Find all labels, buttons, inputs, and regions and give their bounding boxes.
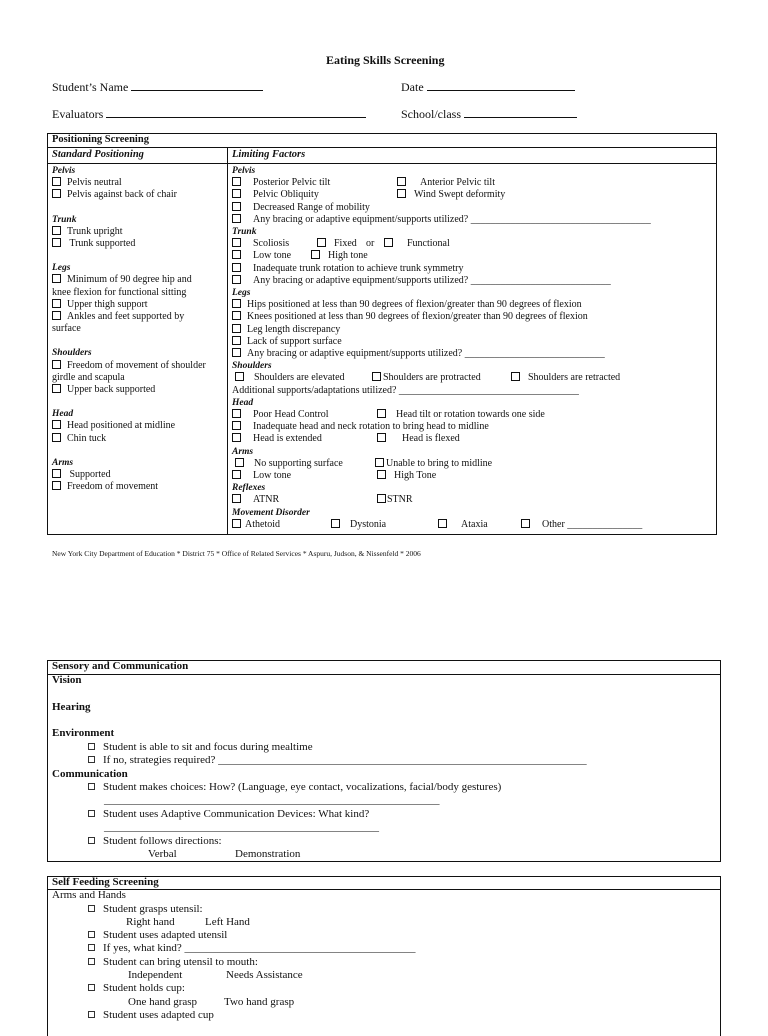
item-label: Student makes choices: How? (Language, eye contact, vocalizations, facial/body gestures) (103, 781, 502, 793)
checkbox[interactable] (397, 177, 406, 186)
item-label: Freedom of movement of shoulder (67, 359, 206, 371)
evaluators-input-line[interactable] (106, 106, 366, 118)
checkbox-row (232, 250, 651, 262)
checkbox-row (232, 458, 651, 470)
checkbox-row (232, 519, 651, 531)
date-label: Date (401, 80, 424, 94)
checkbox[interactable] (232, 250, 241, 259)
item-label: Student uses Adaptive Communication Devices: What kind? (103, 808, 370, 820)
checkbox-row (232, 372, 651, 384)
checkbox-row (232, 263, 651, 275)
checkbox-item[interactable] (52, 299, 206, 311)
legs-heading: Legs (232, 288, 251, 299)
standard-positioning-header: Standard Positioning (52, 149, 144, 160)
checkbox[interactable] (232, 409, 241, 418)
divider (47, 147, 717, 148)
item-label: Upper back supported (67, 384, 156, 396)
checkbox[interactable] (377, 409, 386, 418)
checkbox-row (232, 336, 651, 348)
pelvis-heading: Pelvis (232, 166, 256, 176)
sensory-section-title: Sensory and Communication (52, 660, 189, 672)
item-label: If no, strategies required? ___________________________________________________________________ (103, 754, 587, 766)
checkbox-item[interactable] (52, 469, 206, 481)
reflexes-heading: Reflexes (232, 483, 266, 494)
item-label: Decreased Range of mobility (253, 201, 370, 213)
item-label: Student uses adapted cup (103, 1009, 214, 1021)
item-label: Pelvic Obliquity (253, 189, 319, 201)
evaluators-field (52, 106, 366, 122)
checkbox[interactable] (232, 263, 241, 272)
checkbox[interactable] (384, 238, 393, 247)
checkbox[interactable] (438, 519, 447, 528)
option-left-hand[interactable]: Left Hand (205, 916, 250, 928)
item-label: Minimum of 90 degree hip and (67, 274, 192, 286)
item-label: Student is able to sit and focus during mealtime (103, 741, 313, 753)
checkbox-item[interactable] (52, 360, 206, 372)
option-needs-assistance[interactable]: Needs Assistance (226, 969, 303, 981)
item-label: Head tilt or rotation towards one side (396, 409, 545, 421)
item-label: High Tone (394, 470, 437, 482)
option-one-hand-grasp[interactable]: One hand grasp (128, 996, 198, 1008)
item-label-cont: surface (52, 323, 81, 335)
or-label: or (366, 238, 375, 250)
item-label: Unable to bring to midline (386, 457, 493, 469)
column-divider (227, 147, 228, 535)
item-label: Poor Head Control (253, 409, 329, 421)
trunk-heading: Trunk (52, 214, 77, 225)
option-independent[interactable]: Independent (128, 969, 183, 981)
checkbox[interactable] (377, 433, 386, 442)
list-item[interactable] (88, 781, 501, 795)
standard-positioning-list (52, 165, 206, 493)
head-heading: Head (52, 409, 74, 420)
checkbox-item[interactable] (52, 481, 206, 493)
checkbox-item[interactable] (52, 226, 206, 238)
checkbox[interactable] (377, 494, 386, 503)
checkbox[interactable] (88, 756, 95, 763)
limiting-factors-header: Limiting Factors (232, 149, 306, 160)
checkbox[interactable] (377, 470, 386, 479)
item-label: Knees positioned at less than 90 degrees of flexion/greater than 90 degrees of flexion (247, 311, 588, 323)
checkbox[interactable] (52, 238, 61, 247)
item-label: Low tone (253, 470, 292, 482)
checkbox[interactable] (88, 743, 95, 750)
checkbox[interactable] (232, 433, 241, 442)
item-label: Ataxia (461, 518, 488, 530)
item-label: Inadequate trunk rotation to achieve trunk symmetry (253, 262, 464, 274)
item-label: Athetoid (245, 518, 280, 530)
item-label-cont: knee flexion for functional sitting (52, 286, 187, 298)
checkbox[interactable] (88, 810, 95, 817)
checkbox-row (232, 177, 651, 189)
item-label: Upper thigh support (67, 298, 148, 310)
item-label: Anterior Pelvic tilt (420, 177, 495, 189)
shoulders-heading: Shoulders (232, 361, 272, 372)
checkbox-row (232, 494, 651, 506)
item-label: STNR (387, 494, 413, 506)
item-label: Pelvis neutral (67, 177, 122, 189)
item-label: Leg length discrepancy (247, 323, 341, 335)
checkbox[interactable] (52, 177, 61, 186)
item-label: Low tone (253, 250, 292, 262)
list-item[interactable] (88, 903, 203, 917)
checkbox[interactable] (52, 299, 61, 308)
checkbox[interactable] (232, 470, 241, 479)
checkbox[interactable] (52, 189, 61, 198)
item-label: Head is extended (253, 433, 322, 445)
date-field (401, 79, 575, 95)
item-label: Freedom of movement (67, 481, 159, 493)
item-label: Head is flexed (402, 433, 460, 445)
legs-heading: Legs (52, 263, 71, 274)
answer-line[interactable]: _____________________________________________________________ (104, 794, 440, 806)
school-class-label: School/class (401, 107, 461, 121)
checkbox[interactable] (232, 299, 241, 308)
evaluators-label: Evaluators (52, 107, 104, 121)
checkbox[interactable] (232, 189, 241, 198)
checkbox[interactable] (232, 238, 241, 247)
student-name-input-line[interactable] (131, 79, 263, 91)
self-feeding-section-title: Self Feeding Screening (52, 876, 159, 888)
item-label: Chin tuck (67, 432, 107, 444)
option-right-hand[interactable]: Right hand (126, 916, 175, 928)
item-label: No supporting surface (254, 457, 343, 469)
item-label: Student holds cup: (103, 982, 185, 994)
limiting-factors-list (232, 165, 651, 531)
arms-heading: Arms (232, 446, 254, 457)
item-label: Student follows directions: (103, 835, 222, 847)
checkbox[interactable] (511, 372, 520, 381)
item-label: Any bracing or adaptive equipment/supports utilized? ____________________________________ (253, 213, 651, 225)
checkbox-item[interactable] (52, 238, 206, 250)
checkbox[interactable] (52, 433, 61, 442)
checkbox[interactable] (232, 202, 241, 211)
checkbox[interactable] (88, 905, 95, 912)
checkbox-row (232, 311, 651, 323)
list-item[interactable] (88, 982, 185, 996)
checkbox-row (232, 275, 651, 287)
checkbox[interactable] (52, 384, 61, 393)
item-label: Any bracing or adaptive equipment/supports utilized? ____________________________ (253, 274, 611, 286)
checkbox-item[interactable] (52, 420, 206, 432)
item-label: Student grasps utensil: (103, 903, 203, 915)
checkbox[interactable] (232, 348, 241, 357)
checkbox[interactable] (232, 421, 241, 430)
arms-heading: Arms (52, 457, 74, 468)
item-label: Shoulders are retracted (528, 372, 621, 384)
item-label: If yes, what kind? __________________________________________ (103, 942, 416, 954)
additional-supports-line: Additional supports/adaptations utilized? ____________________________________ (232, 384, 579, 396)
checkbox-row (232, 421, 651, 433)
checkbox[interactable] (52, 481, 61, 490)
footer-credit: New York City Department of Education * District 75 * Office of Related Services * Aspuru, Judson, & Nissenfeld * 2006 (52, 549, 421, 558)
checkbox[interactable] (311, 250, 320, 259)
item-label: High tone (328, 250, 368, 262)
vision-heading: Vision (52, 674, 82, 686)
checkbox[interactable] (331, 519, 340, 528)
movement-disorder-heading: Movement Disorder (232, 507, 310, 518)
item-label: Supported (67, 469, 111, 481)
checkbox[interactable] (88, 984, 95, 991)
shoulders-heading: Shoulders (52, 348, 92, 359)
item-label: Any bracing or adaptive equipment/supports utilized? ____________________________ (247, 348, 605, 360)
item-label: Wind Swept deformity (414, 189, 506, 201)
checkbox-row (232, 214, 651, 226)
checkbox-item[interactable] (52, 189, 206, 201)
checkbox-item[interactable] (52, 384, 206, 396)
checkbox-row (232, 433, 651, 445)
item-label: Shoulders are protracted (383, 372, 481, 384)
item-label: Dystonia (350, 518, 387, 530)
checkbox[interactable] (88, 783, 95, 790)
list-item[interactable] (88, 1009, 214, 1023)
list-item[interactable] (88, 808, 369, 822)
checkbox[interactable] (232, 519, 241, 528)
list-item[interactable] (88, 956, 258, 970)
checkbox[interactable] (372, 372, 381, 381)
checkbox-row (232, 470, 651, 482)
divider (47, 163, 717, 164)
checkbox[interactable] (88, 1011, 95, 1018)
item-label: Student uses adapted utensil (103, 929, 228, 941)
list-item[interactable] (88, 835, 222, 849)
checkbox[interactable] (235, 372, 244, 381)
arms-hands-heading: Arms and Hands (52, 889, 126, 901)
option-verbal[interactable]: Verbal (148, 848, 177, 860)
item-label: Pelvis against back of chair (67, 189, 177, 201)
student-name-label: Student’s Name (52, 80, 129, 94)
checkbox[interactable] (88, 958, 95, 965)
item-label: Functional (407, 238, 450, 250)
school-class-input-line[interactable] (464, 106, 577, 118)
checkbox[interactable] (52, 226, 61, 235)
checkbox[interactable] (232, 494, 241, 503)
checkbox[interactable] (52, 469, 61, 478)
checkbox-item[interactable] (52, 433, 206, 445)
checkbox[interactable] (232, 311, 241, 320)
checkbox-row (232, 348, 651, 360)
checkbox[interactable] (232, 336, 241, 345)
list-item[interactable] (88, 754, 587, 768)
date-input-line[interactable] (427, 79, 575, 91)
checkbox-row (232, 299, 651, 311)
item-label: ATNR (253, 494, 280, 506)
checkbox[interactable] (88, 931, 95, 938)
checkbox[interactable] (88, 837, 95, 844)
checkbox[interactable] (397, 189, 406, 198)
checkbox-row (232, 202, 651, 214)
checkbox-row (232, 238, 651, 250)
checkbox-item[interactable] (52, 311, 206, 323)
checkbox-row (232, 324, 651, 336)
list-item[interactable] (88, 741, 313, 755)
item-label: Scoliosis (253, 238, 290, 250)
item-label: Hips positioned at less than 90 degrees of flexion/greater than 90 degrees of flexion (247, 299, 582, 311)
list-item[interactable] (88, 942, 416, 956)
environment-heading: Environment (52, 727, 115, 739)
checkbox[interactable] (52, 420, 61, 429)
checkbox[interactable] (235, 458, 244, 467)
school-class-field (401, 106, 577, 122)
checkbox[interactable] (52, 360, 61, 369)
checkbox-row (232, 189, 651, 201)
divider (47, 674, 721, 675)
checkbox[interactable] (232, 324, 241, 333)
item-label: Posterior Pelvic tilt (253, 177, 331, 189)
item-label-cont: girdle and scapula (52, 371, 125, 383)
communication-heading: Communication (52, 768, 128, 780)
checkbox-row (232, 409, 651, 421)
list-item[interactable] (88, 929, 227, 943)
item-label: Trunk supported (67, 238, 136, 250)
item-label: Inadequate head and neck rotation to bring head to midline (253, 421, 489, 433)
option-demonstration[interactable]: Demonstration (235, 848, 301, 860)
checkbox[interactable] (521, 519, 530, 528)
hearing-heading: Hearing (52, 701, 91, 713)
checkbox[interactable] (232, 214, 241, 223)
item-label: Head positioned at midline (67, 420, 176, 432)
student-name-field (52, 79, 263, 95)
page-title: Eating Skills Screening (326, 53, 445, 67)
item-label: Other _______________ (542, 518, 643, 530)
pelvis-heading: Pelvis (52, 166, 76, 176)
trunk-heading: Trunk (232, 227, 257, 238)
item-label: Ankles and feet supported by (67, 311, 185, 323)
checkbox[interactable] (52, 311, 61, 320)
item-label: Shoulders are elevated (254, 372, 345, 384)
checkbox[interactable] (317, 238, 326, 247)
positioning-section-title: Positioning Screening (52, 134, 149, 145)
checkbox-item[interactable] (52, 177, 206, 189)
item-label: Fixed (334, 238, 357, 250)
checkbox[interactable] (232, 177, 241, 186)
checkbox[interactable] (88, 944, 95, 951)
item-label: Student can bring utensil to mouth: (103, 956, 258, 968)
answer-line[interactable]: __________________________________________________ (104, 821, 379, 833)
head-heading: Head (232, 397, 254, 408)
checkbox[interactable] (232, 275, 241, 284)
option-two-hand-grasp[interactable]: Two hand grasp (224, 996, 295, 1008)
checkbox-item[interactable] (52, 274, 206, 286)
item-label: Trunk upright (67, 225, 123, 237)
item-label: Lack of support surface (247, 335, 342, 347)
checkbox[interactable] (375, 458, 384, 467)
checkbox[interactable] (52, 274, 61, 283)
